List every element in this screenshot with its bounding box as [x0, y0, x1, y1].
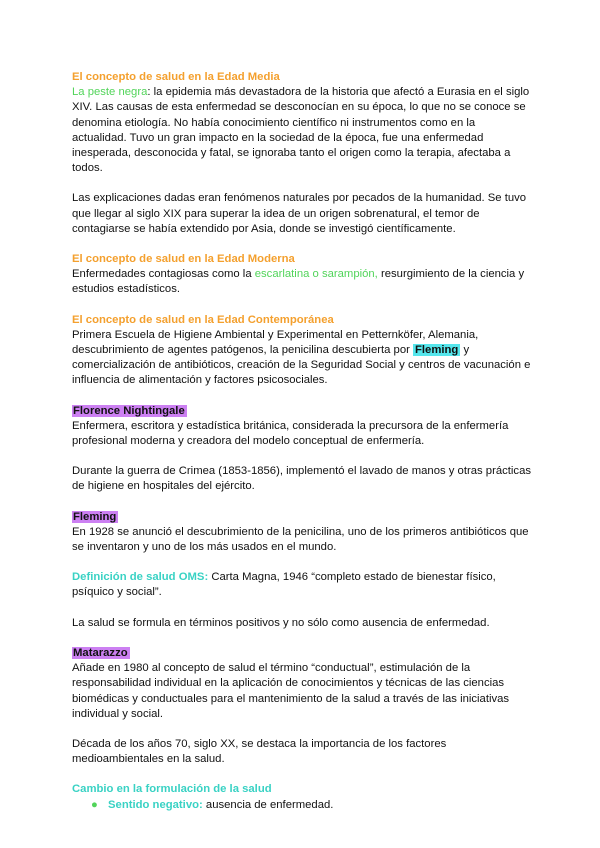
document-page [72, 70, 532, 828]
paragraph-nightingale-1: Enfermera, escritora y estadística británica, considerada la precursora de la enfermería profesional moderna y creadora del modelo conceptual de enfermería. [72, 419, 509, 448]
list-item: ● Sentido negativo: ausencia de enfermedad. [108, 798, 532, 813]
term-peste-negra: La peste negra [72, 86, 148, 99]
section-nightingale [72, 404, 532, 495]
paragraph-matarazzo-1: Añade en 1980 al concepto de salud el término “conductual”, estimulación de la responsabilidad individual en la aplicación de conocimientos y técnicas de las ciencias biomédicas y conductuales para el mantenimiento de la salud a través de las iniciativas individual y social. [72, 662, 510, 720]
section-cambio [72, 782, 532, 812]
paragraph-peste-negra: La peste negra: la epidemia más devastadora de la historia que afectó a Eurasia en el siglo XIV. Las causas de esta enfermedad se desconocían en su época, lo que no se conoce se denomina etiología. No había conocimiento científico ni instrumentos como en la actualidad. Tuvo un gran impacto en la sociedad de la época, fue una enfermedad inesperada, desconocida y fatal, se ignoraba tanto el origen como la terapia, afectaba a todos. [72, 86, 530, 175]
bullet-icon: ● [91, 798, 98, 811]
section-oms [72, 570, 532, 631]
heading-nightingale: Florence Nightingale [73, 404, 185, 417]
paragraph-matarazzo-2: Década de los años 70, siglo XX, se destaca la importancia de los factores medioambientales en la salud. [72, 737, 447, 766]
heading-edad-media: El concepto de salud en la Edad Media [72, 71, 280, 83]
paragraph-fleming: En 1928 se anunció el descubrimiento de la penicilina, uno de los primeros antibióticos que se inventaron y uno de los más usados en el mundo. [72, 525, 529, 554]
paragraph-explicaciones: Las explicaciones dadas eran fenómenos naturales por pecados de la humanidad. Se tuvo que llegar al siglo XIX para superar la idea de un origen sobrenatural, el temor de contagiarse se había extendido por Asia, donde se investigó científicamente. [72, 192, 527, 235]
paragraph-oms: Definición de salud OMS: Carta Magna, 1946 “completo estado de bienestar físico, psíquico y social”. [72, 571, 496, 599]
highlight-fleming: Fleming [415, 344, 459, 357]
term-escarlatina: escarlatina o sarampión, [254, 268, 378, 281]
term-sentido-negativo: Sentido negativo: [108, 798, 203, 811]
paragraph-salud-positiva: La salud se formula en términos positivos y no sólo como ausencia de enfermedad. [72, 616, 490, 629]
heading-edad-contemporanea: El concepto de salud en la Edad Contemporánea [72, 313, 334, 326]
paragraph-nightingale-2: Durante la guerra de Crimea (1853-1856), implementó el lavado de manos y otras prácticas de higiene en hospitales del ejército. [72, 465, 532, 493]
heading-cambio: Cambio en la formulación de la salud [72, 783, 272, 796]
section-edad-media [72, 70, 532, 237]
term-oms: Definición de salud OMS: [72, 571, 209, 584]
section-matarazzo [72, 646, 532, 767]
heading-matarazzo: Matarazzo [73, 646, 128, 659]
bullet-list [72, 798, 532, 813]
heading-fleming: Fleming [73, 510, 117, 523]
heading-edad-moderna: El concepto de salud en la Edad Moderna [72, 253, 295, 266]
section-fleming [72, 510, 532, 556]
section-edad-moderna [72, 252, 532, 298]
paragraph-edad-contemporanea: Primera Escuela de Higiene Ambiental y Experimental en Petternköfer, Alemania, descubrimiento de agentes patógenos, la penicilina descubierta por Fleming y comercialización de antibióticos, creación de la Seguridad Social y centros de vacunación e influencia de alimentación y factores psicosociales. [72, 328, 531, 387]
section-edad-contemporanea [72, 313, 532, 389]
paragraph-edad-moderna: Enfermedades contagiosas como la escarlatina o sarampión, resurgimiento de la ciencia y estudios estadísticos. [72, 268, 525, 296]
